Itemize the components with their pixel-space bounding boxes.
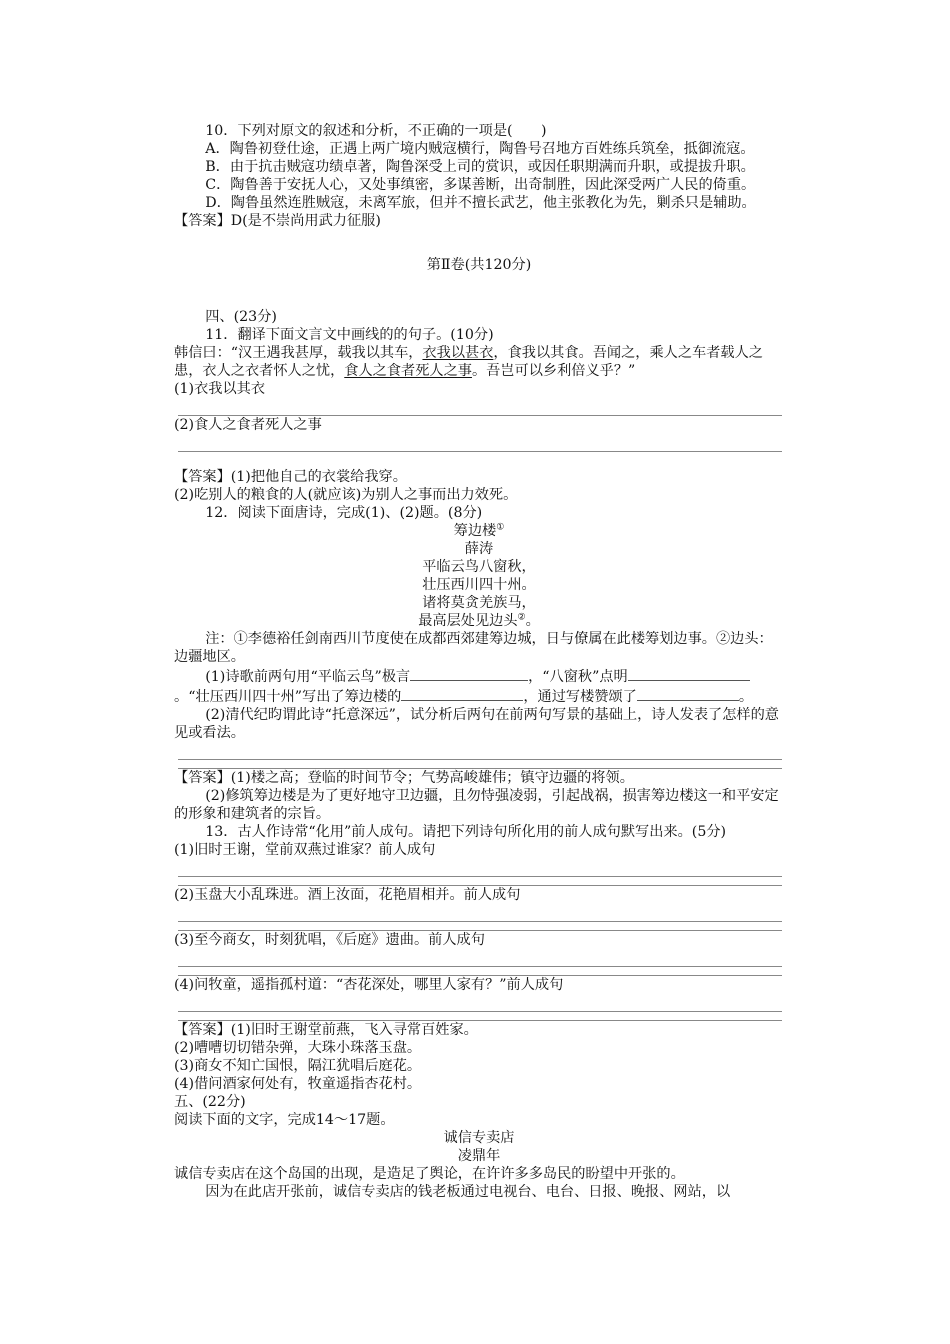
q13-item-2: (2)玉盘大小乱珠进。酒上汝面，花艳眉相并。前人成句 (174, 887, 521, 903)
fill-blank[interactable] (720, 666, 750, 681)
q10-stem: 10．下列对原文的叙述和分析，不正确的一项是( ) (205, 123, 547, 139)
answer-line[interactable] (178, 877, 782, 886)
q12-stem: 12．阅读下面唐诗，完成(1)、(2)题。(8分) (205, 505, 483, 521)
q10-option-a: A．陶鲁初登仕途，正遇上两广境内贼寇横行，陶鲁号召地方百姓练兵筑垒，抵御流寇。 (205, 141, 755, 157)
answer-line[interactable] (178, 1012, 782, 1021)
poem-line: 最高层处见边头②。 (418, 612, 540, 629)
article-paragraph: 因为在此店开张前，诚信专卖店的钱老板通过电视台、电台、日报、晚报、网站，以 (205, 1184, 731, 1200)
q10-option-c: C．陶鲁善于安抚人心，又处事缜密，多谋善断，出奇制胜，因此深受两广人民的倚重。 (205, 177, 756, 193)
section-5-heading: 五、(22分) (174, 1094, 246, 1110)
answer-line[interactable] (178, 398, 782, 416)
q13-answer-1: 【答案】(1)旧时王谢堂前燕，飞入寻常百姓家。 (174, 1022, 478, 1038)
q11-stem: 11．翻译下面文言文中画线的的句子。(10分) (205, 327, 494, 343)
answer-line[interactable] (178, 967, 782, 976)
q11-item-2: (2)食人之食者死人之事 (174, 417, 322, 433)
poem-line: 壮压西川四十州。 (422, 577, 536, 593)
fill-blank[interactable] (410, 666, 528, 681)
q10-option-d: D．陶鲁虽然连胜贼寇，未离军旅，但并不擅长武艺，他主张教化为先，剿杀只是辅助。 (205, 195, 756, 211)
answer-line[interactable] (178, 760, 782, 769)
answer-line[interactable] (178, 434, 782, 452)
q11-item-1: (1)衣我以其衣 (174, 381, 266, 397)
q13-answer-4: (4)借问酒家何处有，牧童遥指杏花村。 (174, 1076, 422, 1092)
fill-blank[interactable] (637, 686, 709, 701)
poem-note: 注：①李德裕任剑南西川节度使在成都西郊建筹边城，日与僚属在此楼筹划边事。②边头：边疆地区。 (174, 631, 773, 665)
q12-answer-1: 【答案】(1)楼之高；登临的时间节令；气势高峻雄伟；镇守边疆的将领。 (174, 770, 634, 786)
footnote-mark: ① (496, 522, 505, 533)
q13-answer-2: (2)嘈嘈切切错杂弹，大珠小珠落玉盘。 (174, 1040, 422, 1056)
section-5-intro: 阅读下面的文字，完成14～17题。 (174, 1112, 395, 1128)
answer-line[interactable] (178, 949, 782, 967)
article-paragraph: 诚信专卖店在这个岛国的出现，是造足了舆论，在许许多多岛民的盼望中开张的。 (174, 1166, 685, 1182)
answer-line[interactable] (178, 904, 782, 922)
q11-underline-2: 食人之食者死人之事 (344, 363, 472, 379)
q13-stem: 13．古人作诗常“化用”前人成句。请把下列诗句所化用的前人成句默写出来。(5分) (205, 824, 727, 840)
q12-answer-2: (2)修筑筹边楼是为了更好地守卫边疆，且勿恃强凌弱，引起战祸，损害筹边楼这一和平安定的形象和建筑者的宗旨。 (174, 788, 779, 822)
q11-answer-2: (2)吃别人的粮食的人(就应该)为别人之事而出力效死。 (174, 487, 518, 503)
q13-item-1: (1)旧时王谢，堂前双燕过谁家？前人成句 (174, 842, 436, 858)
q11-passage: 韩信曰：“汉王遇我甚厚，载我以其车，衣我以甚衣，食我以其食。吾闻之，乘人之车者载人之患，衣人之衣者怀人之忧，食人之食者死人之事。吾岂可以乡利倍义乎？” (174, 345, 763, 379)
answer-line[interactable] (178, 859, 782, 877)
q13-item-4: (4)问牧童，遥指孤村道：“杏花深处，哪里人家有？”前人成句 (174, 977, 564, 993)
poem-title: 筹边楼① (453, 522, 505, 539)
section-4-heading: 四、(23分) (205, 309, 277, 325)
q10-answer: 【答案】D(是不崇尚用武力征服) (174, 213, 381, 229)
answer-line[interactable] (178, 742, 782, 760)
q11-underline-1: 衣我以甚衣 (422, 345, 494, 361)
answer-line[interactable] (178, 994, 782, 1012)
volume-2-title: 第Ⅱ卷(共120分) (426, 257, 532, 273)
article-author: 凌鼎年 (457, 1148, 501, 1164)
poem-line: 诸将莫贪羌族马， (422, 595, 536, 611)
document-page (174, 122, 784, 1201)
poem-line: 平临云鸟八窗秋， (422, 559, 536, 575)
q13-answer-3: (3)商女不知亡国恨，隔江犹唱后庭花。 (174, 1058, 422, 1074)
q13-item-3: (3)至今商女，时刻犹唱，《后庭》遗曲。前人成句 (174, 932, 485, 948)
answer-line[interactable] (178, 922, 782, 931)
poem-author: 薛涛 (464, 541, 494, 557)
fill-blank[interactable] (628, 666, 720, 681)
footnote-mark: ② (517, 612, 526, 623)
q11-answer-1: 【答案】(1)把他自己的衣裳给我穿。 (174, 469, 407, 485)
q10-option-b: B．由于抗击贼寇功绩卓著，陶鲁深受上司的赏识，或因任职期满而升职，或提拔升职。 (205, 159, 755, 175)
article-title: 诚信专卖店 (443, 1130, 515, 1146)
fill-blank[interactable] (709, 686, 739, 701)
q12-sub-2: (2)清代纪昀谓此诗“托意深远”，试分析后两句在前两句写景的基础上，诗人发表了怎样的意见或看法。 (174, 707, 779, 741)
fill-blank[interactable] (401, 686, 523, 701)
q12-sub-1: (1)诗歌前两句用“平临云鸟”极言 ，“八窗秋”点明。“壮压西川四十州”写出了筹边楼的 ，通过写楼赞颂了 。 (174, 666, 784, 706)
